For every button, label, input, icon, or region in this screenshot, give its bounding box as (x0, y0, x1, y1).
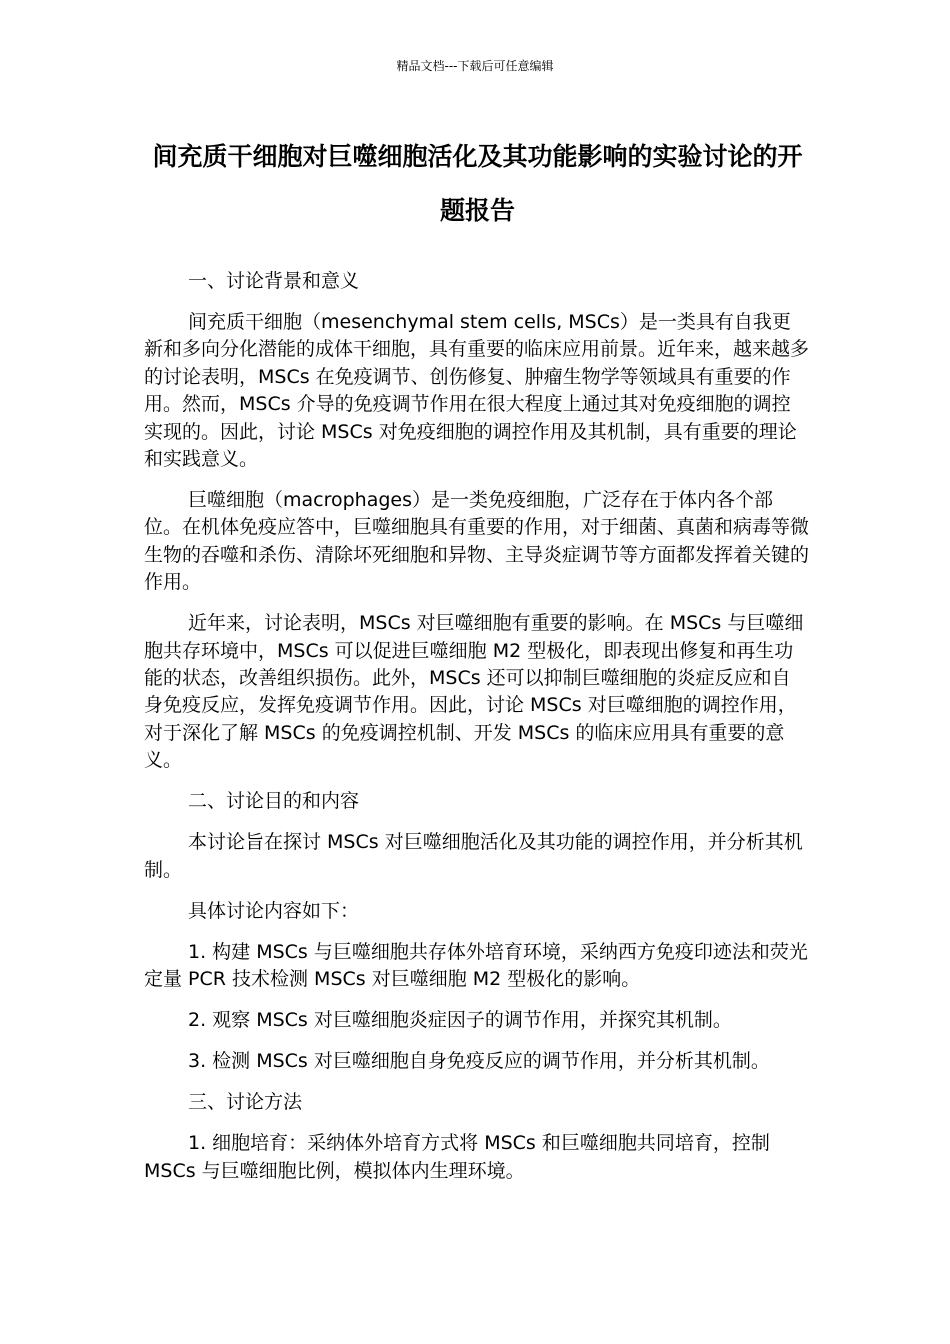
page-header: 精品文档---下载后可任意编辑 (396, 59, 554, 73)
paragraph-aim: 本讨论旨在探讨 MSCs 对巨噬细胞活化及其功能的调控作用，并分析其机制。 (144, 831, 803, 881)
method-item-1: 1. 细胞培育：采纳体外培育方式将 MSCs 和巨噬细胞共同培育，控制 MSCs 与巨噬细胞比例，模拟体内生理环境。 (144, 1132, 770, 1182)
paragraph-msc-macrophage: 近年来，讨论表明，MSCs 对巨噬细胞有重要的影响。在 MSCs 与巨噬细胞共存环境中，MSCs 可以促进巨噬细胞 M2 型极化，即表现出修复和再生功能的状态，改善组织损伤。此外，MSCs 还可以抑制巨噬细胞的炎症反应和自身免疫反应，发挥免疫调节作用。因此，讨论 MSCs 对巨噬细胞的调控作用，对于深化了解 MSCs 的免疫调控机制、开发 MSCs 的临床应用具有重要的意义。 (144, 612, 804, 772)
paragraph-macrophage-intro: 巨噬细胞（macrophages）是一类免疫细胞，广泛存在于体内各个部位。在机体免疫应答中，巨噬细胞具有重要的作用，对于细菌、真菌和病毒等微生物的吞噬和杀伤、清除坏死细胞和异物、主导炎症调节等方面都发挥着关键的作用。 (144, 489, 810, 594)
section-heading-aims: 二、讨论目的和内容 (188, 790, 360, 813)
document-title: 间充质干细胞对巨噬细胞活化及其功能影响的实验讨论的开题报告 (152, 142, 803, 225)
paragraph-content-intro: 具体讨论内容如下： (188, 899, 360, 922)
document-body (144, 268, 809, 1199)
list-item-3: 3. 检测 MSCs 对巨噬细胞自身免疫反应的调节作用，并分析其机制。 (188, 1050, 770, 1073)
list-item-1: 1. 构建 MSCs 与巨噬细胞共存体外培育环境，采纳西方免疫印迹法和荧光定量 PCR 技术检测 MSCs 对巨噬细胞 M2 型极化的影响。 (144, 940, 808, 991)
section-heading-methods: 三、讨论方法 (188, 1091, 303, 1114)
section-heading-background: 一、讨论背景和意义 (188, 270, 360, 292)
list-item-2: 2. 观察 MSCs 对巨噬细胞炎症因子的调节作用，并探究其机制。 (188, 1009, 732, 1032)
paragraph-msc-intro: 间充质干细胞（mesenchymal stem cells, MSCs）是一类具有自我更新和多向分化潜能的成体干细胞，具有重要的临床应用前景。近年来，越来越多的讨论表明，MSCs 在免疫调节、创伤修复、肿瘤生物学等领域具有重要的作用。然而，MSCs 介导的免疫调节作用在很大程度上通过其对免疫细胞的调控实现的。因此，讨论 MSCs 对免疫细胞的调控作用及其机制，具有重要的理论和实践意义。 (144, 311, 810, 471)
